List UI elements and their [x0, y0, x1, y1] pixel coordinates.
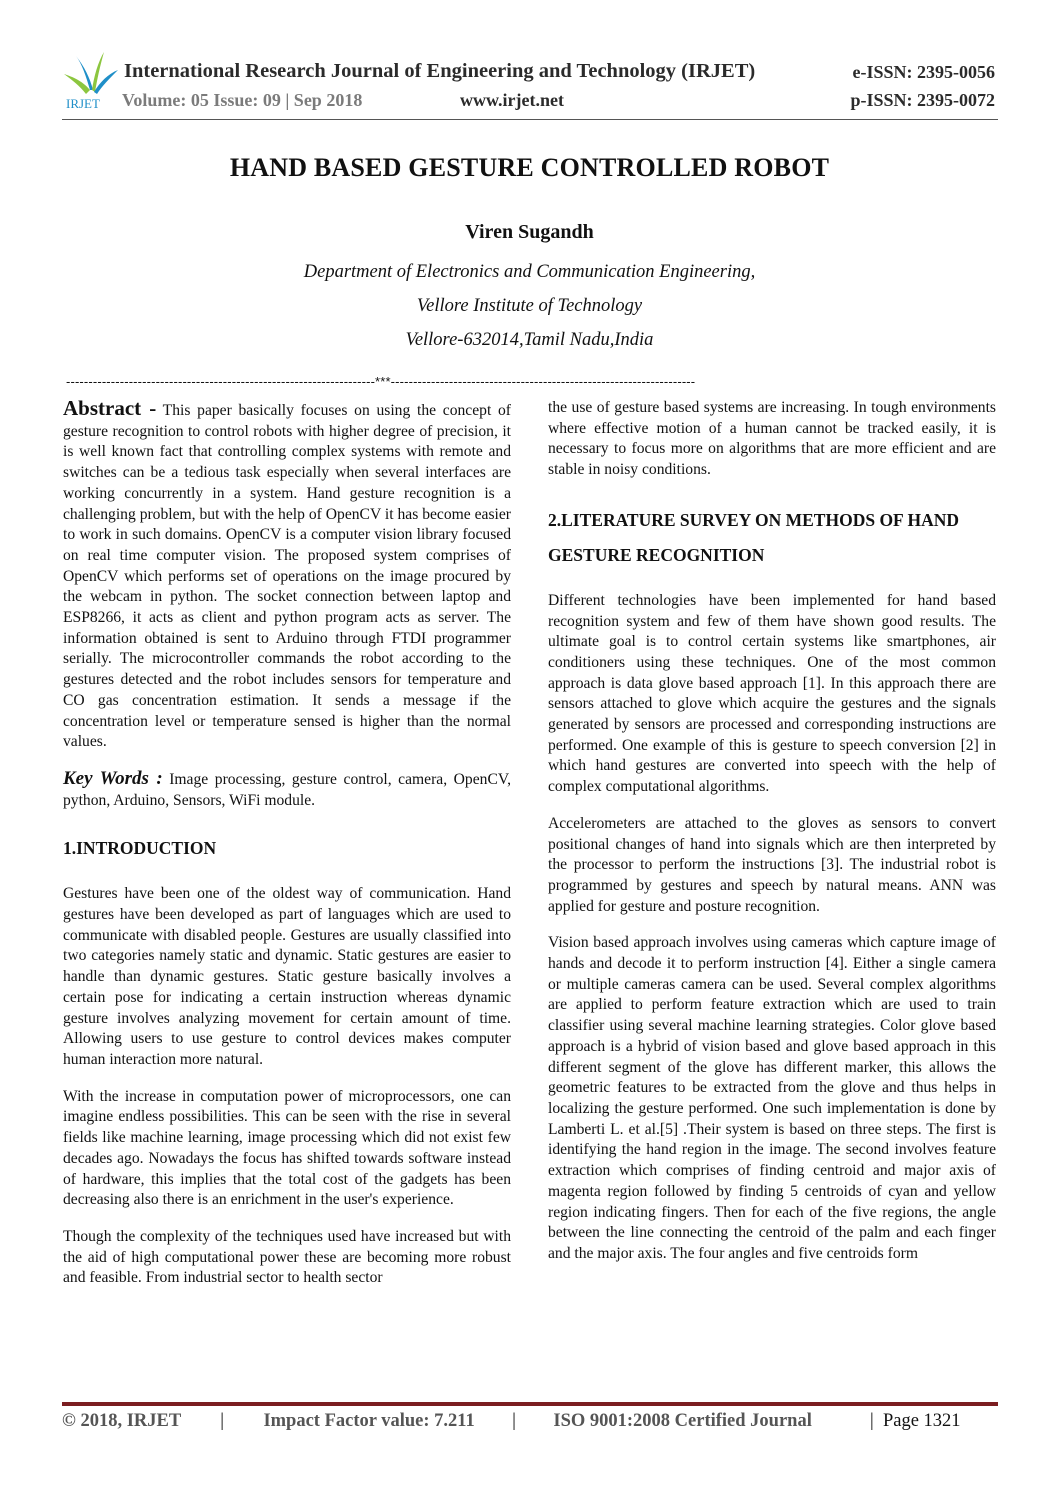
section-separator: ---------------------------------------------------------------------***--------------------------------------------------------------------	[66, 374, 696, 389]
literature-paragraph-1: Different technologies have been implemented for hand based recognition system and few of them have shown good results. The ultimate goal is to control certain systems like smartphones, air conditioners using these techniques. One of the most common approach is data glove based approach [1]. In this approach there are sensors attached to glove which acquire the gestures and the signals generated by sensors are processed and corresponding instructions are performed. One example of this is gesture to speech conversion [2] in which hand gestures are converted into speech with the help of complex computational algorithms.	[548, 591, 996, 796]
affiliation-department: Department of Electronics and Communication Engineering,	[303, 262, 756, 282]
introduction-heading: 1.INTRODUCTION	[63, 838, 217, 859]
journal-title: International Research Journal of Engineering and Technology (IRJET)	[124, 60, 756, 82]
keywords-text: Image processing, gesture control, camera, OpenCV, python, Arduino, Sensors, WiFi module.	[63, 770, 511, 809]
keywords-heading: Key Words :	[63, 767, 163, 789]
footer-separator: |	[512, 1411, 517, 1431]
footer-separator: |	[220, 1411, 225, 1431]
paper-title: HAND BASED GESTURE CONTROLLED ROBOT	[229, 153, 830, 182]
footer-bar	[62, 1402, 998, 1406]
affiliation-address: Vellore-632014,Tamil Nadu,India	[405, 330, 654, 350]
page-footer	[62, 1411, 812, 1432]
footer-iso: ISO 9001:2008 Certified Journal	[553, 1411, 812, 1431]
literature-paragraph-2: Accelerometers are attached to the gloves as sensors to convert positional changes of hand into signals which are then interpreted by the processor to perform the instructions [3]. The industrial robot is programmed by gestures and speech by natural means. ANN was applied for gesture and posture recognition.	[548, 814, 996, 915]
literature-survey-heading: 2.LITERATURE SURVEY ON METHODS OF HAND GESTURE RECOGNITION	[548, 509, 960, 565]
footer-page-number: | Page 1321	[870, 1411, 961, 1431]
e-issn: e-ISSN: 2395-0056	[852, 62, 995, 82]
header-divider	[62, 119, 998, 120]
introduction-paragraph-3: Though the complexity of the techniques used have increased but with the aid of high computational power these are becoming more robust and feasible. From industrial sector to health sector	[63, 1227, 511, 1287]
irjet-logo	[62, 50, 120, 112]
abstract-heading: Abstract -	[63, 396, 157, 420]
introduction-paragraph-1: Gestures have been one of the oldest way of communication. Hand gestures have been developed as part of languages which are used to communicate with disabled people. Gestures are usually classified into two categories namely static and dynamic. Static gestures are easier to handle than dynamic gestures. Static gesture basically involves a certain pose for indicating a certain instruction whereas dynamic gesture involves analyzing movement for certain amount of time. Allowing users to use gesture to control devices makes computer human interaction more natural.	[63, 885, 511, 1068]
abstract	[63, 398, 511, 753]
right-column	[548, 398, 996, 1281]
affiliation-institute: Vellore Institute of Technology	[416, 296, 643, 316]
continued-paragraph: the use of gesture based systems are increasing. In tough environments where effective motion of a human cannot be tracked easily, it is necessary to focus more on algorithms that are more efficient and are stable in noisy conditions.	[548, 399, 996, 479]
svg-text:IRJET: IRJET	[66, 96, 100, 111]
literature-paragraph-3: Vision based approach involves using cameras which capture image of hands and decode it to perform instruction [4]. Either a single camera or multiple cameras camera can be used. Several complex algorithms are applied to perform feature extraction which are used to train classifier using several machine learning strategies. Color glove based approach is a hybrid of vision based and glove based approach in this different segment of the glove has different marker, this allows the geometric features to be extracted from the glove and thus helps in localizing the gesture performed. One such implementation is done by Lamberti L. et al.[5] .Their system is based on three steps. The first is identifying the hand region in the image. The second involves feature extraction which comprises of finding centroid and major axis of magenta region followed by finding 5 centroids of cyan and yellow region indicating fingers. Then for each of the five regions, the angle between the line connecting the centroid of the palm and each finger and the major axis. The four angles and five centroids form	[548, 934, 996, 1262]
keywords	[63, 769, 511, 811]
introduction-paragraph-2: With the increase in computation power of microprocessors, one can imagine endless possibilities. This can be seen with the rise in several fields like machine learning, image processing which did not exist few decades ago. Nowadays the focus has shifted towards software instead of hardware, this implies that the total cost of the gadgets has been decreasing also there is an enrichment in the user's experience.	[63, 1087, 511, 1209]
page-header	[0, 0, 1059, 130]
footer-copyright: © 2018, IRJET	[62, 1411, 181, 1431]
footer-impact-factor: Impact Factor value: 7.211	[263, 1411, 475, 1431]
author-name: Viren Sugandh	[465, 221, 594, 243]
abstract-text: This paper basically focuses on using the concept of gesture recognition to control robots with higher degree of precision, it is well known fact that controlling complex systems with remote and switches can be a tedious task especially when several interfaces are working concurrently in a system. Hand gesture recognition is a challenging problem, but with the help of OpenCV it has become easier to work in such domains. OpenCV is a computer vision library focused on real time computer vision. The proposed system comprises of OpenCV which performs set of operations on the image procured by the webcam in python. The socket connection between laptop and ESP8266, it acts as client and python program acts as server. The information obtained is sent to Arduino through FTDI programmer serially. The microcontroller commands the robot according to the gestures detected and the robot includes sensors for temperature and CO gas concentration estimation. It sends a message if the concentration level or temperature sensed is higher than the normal values.	[63, 402, 512, 751]
left-column	[63, 398, 511, 1305]
p-issn: p-ISSN: 2395-0072	[850, 90, 995, 110]
journal-url[interactable]: www.irjet.net	[460, 90, 564, 110]
volume-info: Volume: 05 Issue: 09 | Sep 2018	[122, 90, 363, 110]
